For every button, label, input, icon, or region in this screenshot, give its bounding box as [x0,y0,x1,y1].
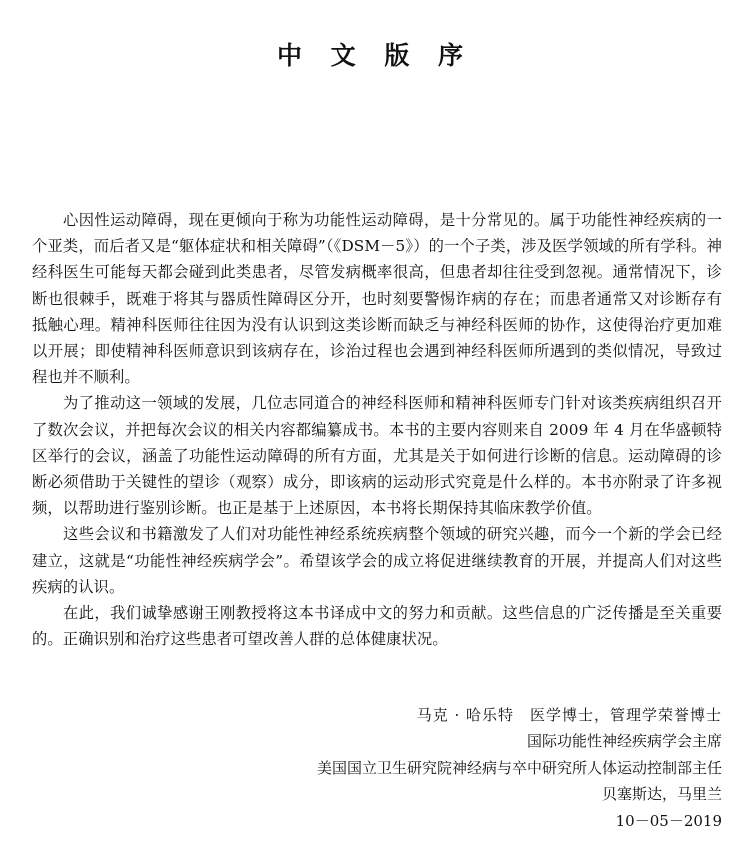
preface-paragraph-3: 这些会议和书籍激发了人们对功能性神经系统疾病整个领域的研究兴趣，而今一个新的学会已经建立，这就是“功能性神经疾病学会”。希望该学会的成立将促进继续教育的开展，并提高人们对这些疾病的认识。 [32,525,722,596]
signature-date: 10－05－2019 [615,811,722,830]
page-title: 中 文 版 序 [276,41,474,70]
preface-paragraph-2: 为了推动这一领域的发展，几位志同道合的神经科医师和精神科医师专门针对该类疾病组织召开了数次会议，并把每次会议的相关内容都编纂成书。本书的主要内容则来自 2009 年 4 月在华盛顿特区举行的会议，涵盖了功能性运动障碍的所有方面，尤其是关于如何进行诊断的信息。运动障碍的诊断必须借助于关键性的望诊（观察）成分，即该病的运动形式究竟是什么样的。本书亦附录了许多视频，以帮助进行鉴别诊断。也正是基于上述原因，本书将长期保持其临床教学价值。 [32,394,722,518]
preface-paragraph-1: 心因性运动障碍，现在更倾向于称为功能性运动障碍，是十分常见的。属于功能性神经疾病的一个亚类，而后者又是“躯体症状和相关障碍”（《DSM－5》）的一个子类，涉及医学领域的所有学科。神经科医生可能每天都会碰到此类患者，尽管发病概率很高，但患者却往往受到忽视。通常情况下，诊断也很棘手，既难于将其与器质性障碍区分开，也时刻要警惕诈病的存在；而患者通常又对诊断存有抵触心理。精神科医师往往因为没有认识到这类诊断而缺乏与神经科医师的协作，这使得治疗更加难以开展；即使精神科医师意识到该病存在，诊治过程也会遇到神经科医师所遇到的类似情况，导致过程也并不顺利。 [32,211,722,387]
signature-block [317,702,722,834]
author-name-line: 马克 · 哈乐特 医学博士，管理学荣誉博士 [416,706,722,724]
preface-body [32,207,722,652]
author-role-line: 国际功能性神经疾病学会主席 [526,732,722,751]
author-location-line: 贝塞斯达，马里兰 [601,785,722,804]
author-institution-line: 美国国立卫生研究院神经病与卒中研究所人体运动控制部主任 [316,758,722,777]
preface-paragraph-4: 在此，我们诚挚感谢王刚教授将这本书译成中文的努力和贡献。这些信息的广泛传播是至关重要的。正确识别和治疗这些患者可望改善人群的总体健康状况。 [32,604,722,649]
